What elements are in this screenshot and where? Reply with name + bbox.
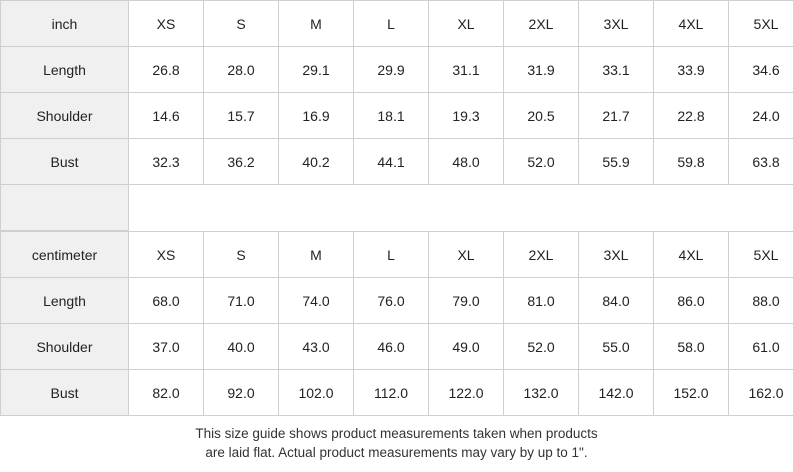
cell-shoulder-2xl: 52.0 [504, 324, 579, 370]
cell-bust-xl: 48.0 [429, 139, 504, 185]
cell-length-4xl: 86.0 [654, 278, 729, 324]
cell-bust-4xl: 152.0 [654, 370, 729, 416]
cell-bust-m: 102.0 [279, 370, 354, 416]
note-line-1: This size guide shows product measurements taken when products [195, 426, 598, 441]
unit-label-inch: inch [1, 1, 129, 47]
cell-bust-s: 36.2 [204, 139, 279, 185]
table-spacer-row [1, 185, 793, 231]
size-header-5xl: 5XL [729, 1, 793, 47]
cell-length-m: 29.1 [279, 47, 354, 93]
cell-length-5xl: 88.0 [729, 278, 793, 324]
cell-bust-m: 40.2 [279, 139, 354, 185]
row-label-shoulder: Shoulder [1, 324, 129, 370]
size-header-s: S [204, 232, 279, 278]
cell-length-xs: 26.8 [129, 47, 204, 93]
cell-length-l: 29.9 [354, 47, 429, 93]
size-header-xs: XS [129, 232, 204, 278]
cell-length-l: 76.0 [354, 278, 429, 324]
unit-label-centimeter: centimeter [1, 232, 129, 278]
cell-length-s: 71.0 [204, 278, 279, 324]
size-header-4xl: 4XL [654, 232, 729, 278]
cell-length-xs: 68.0 [129, 278, 204, 324]
cell-shoulder-xs: 14.6 [129, 93, 204, 139]
cell-length-2xl: 31.9 [504, 47, 579, 93]
cell-bust-xl: 122.0 [429, 370, 504, 416]
cell-shoulder-s: 40.0 [204, 324, 279, 370]
cell-shoulder-3xl: 21.7 [579, 93, 654, 139]
size-guide-note [0, 416, 793, 462]
cell-shoulder-5xl: 61.0 [729, 324, 793, 370]
table-row [1, 370, 793, 416]
table-row [1, 139, 793, 185]
cell-length-xl: 31.1 [429, 47, 504, 93]
cell-length-xl: 79.0 [429, 278, 504, 324]
size-header-m: M [279, 232, 354, 278]
row-label-bust: Bust [1, 139, 129, 185]
size-chart-inch [0, 0, 793, 231]
cell-bust-2xl: 132.0 [504, 370, 579, 416]
cell-bust-l: 112.0 [354, 370, 429, 416]
cell-shoulder-5xl: 24.0 [729, 93, 793, 139]
size-header-2xl: 2XL [504, 232, 579, 278]
table-row [1, 278, 793, 324]
size-header-3xl: 3XL [579, 232, 654, 278]
cell-length-3xl: 33.1 [579, 47, 654, 93]
cell-length-4xl: 33.9 [654, 47, 729, 93]
row-label-length: Length [1, 47, 129, 93]
table-row [1, 93, 793, 139]
cell-shoulder-xl: 49.0 [429, 324, 504, 370]
cell-bust-3xl: 55.9 [579, 139, 654, 185]
cell-shoulder-s: 15.7 [204, 93, 279, 139]
cell-shoulder-3xl: 55.0 [579, 324, 654, 370]
cell-bust-5xl: 162.0 [729, 370, 793, 416]
table-row [1, 324, 793, 370]
size-header-xl: XL [429, 232, 504, 278]
table-header-row [1, 232, 793, 278]
size-header-m: M [279, 1, 354, 47]
table-header-row [1, 1, 793, 47]
cell-length-5xl: 34.6 [729, 47, 793, 93]
note-line-2: are laid flat. Actual product measurements may vary by up to 1". [205, 445, 588, 460]
row-label-length: Length [1, 278, 129, 324]
size-header-5xl: 5XL [729, 232, 793, 278]
cell-bust-3xl: 142.0 [579, 370, 654, 416]
cell-shoulder-m: 16.9 [279, 93, 354, 139]
cell-shoulder-m: 43.0 [279, 324, 354, 370]
cell-length-m: 74.0 [279, 278, 354, 324]
size-header-s: S [204, 1, 279, 47]
cell-bust-2xl: 52.0 [504, 139, 579, 185]
cell-bust-xs: 32.3 [129, 139, 204, 185]
cell-length-s: 28.0 [204, 47, 279, 93]
size-header-xs: XS [129, 1, 204, 47]
cell-bust-l: 44.1 [354, 139, 429, 185]
size-header-l: L [354, 232, 429, 278]
spacer-blank-cell [129, 185, 793, 231]
cell-bust-4xl: 59.8 [654, 139, 729, 185]
cell-bust-xs: 82.0 [129, 370, 204, 416]
size-header-4xl: 4XL [654, 1, 729, 47]
cell-shoulder-xl: 19.3 [429, 93, 504, 139]
cell-shoulder-2xl: 20.5 [504, 93, 579, 139]
row-label-shoulder: Shoulder [1, 93, 129, 139]
table-row [1, 47, 793, 93]
size-header-xl: XL [429, 1, 504, 47]
row-label-bust: Bust [1, 370, 129, 416]
cell-bust-s: 92.0 [204, 370, 279, 416]
cell-bust-5xl: 63.8 [729, 139, 793, 185]
cell-shoulder-l: 46.0 [354, 324, 429, 370]
cell-shoulder-4xl: 22.8 [654, 93, 729, 139]
cell-length-2xl: 81.0 [504, 278, 579, 324]
cell-shoulder-xs: 37.0 [129, 324, 204, 370]
spacer-left-cell [1, 185, 129, 231]
size-header-l: L [354, 1, 429, 47]
size-header-3xl: 3XL [579, 1, 654, 47]
size-header-2xl: 2XL [504, 1, 579, 47]
cell-length-3xl: 84.0 [579, 278, 654, 324]
cell-shoulder-l: 18.1 [354, 93, 429, 139]
cell-shoulder-4xl: 58.0 [654, 324, 729, 370]
size-chart-centimeter [0, 231, 793, 416]
